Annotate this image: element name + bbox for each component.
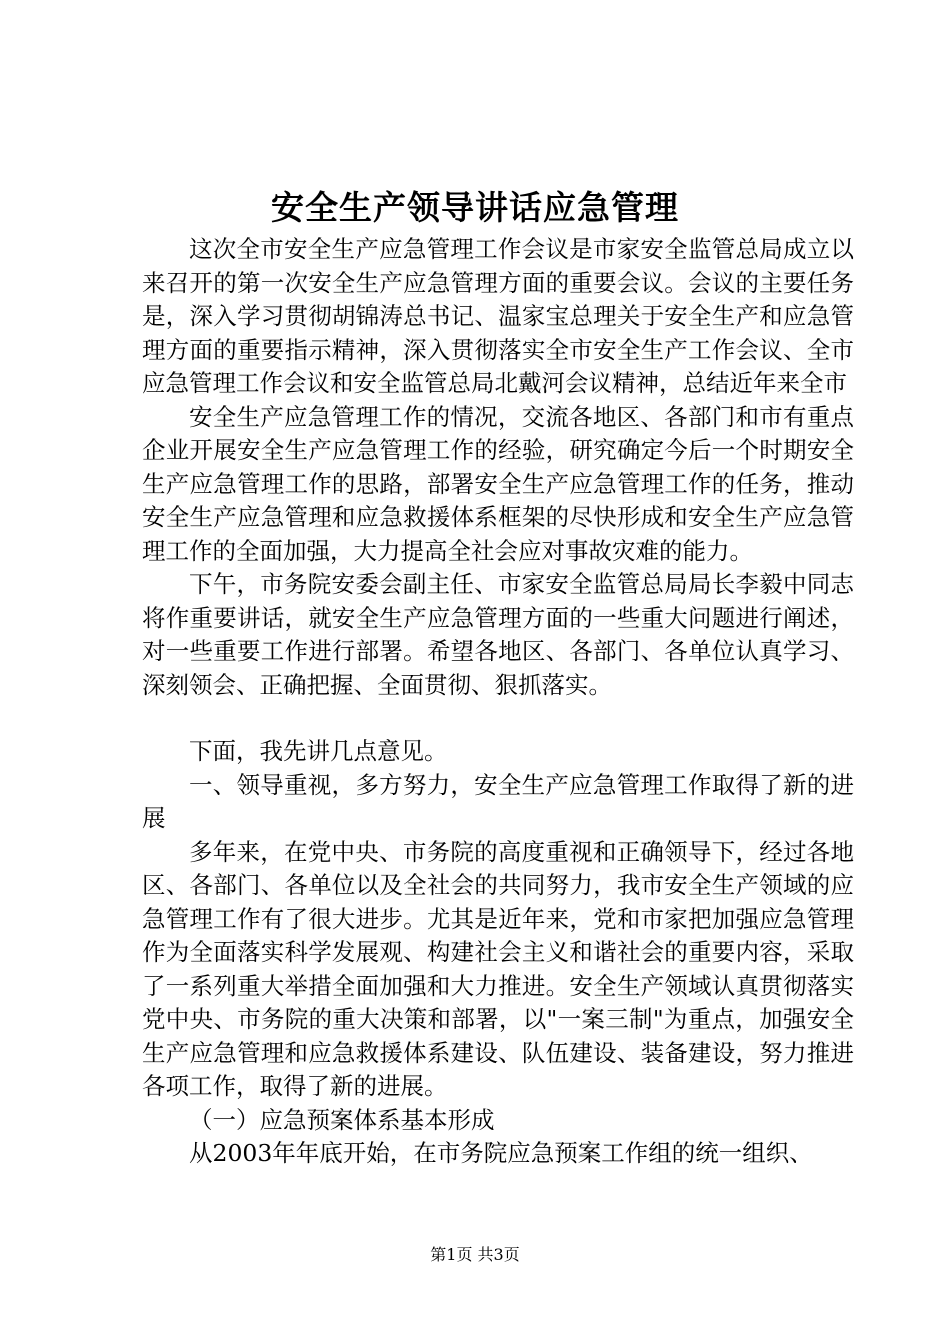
paragraph-afternoon: 下午，市务院安委会副主任、市家安全监管总局局长李毅中同志将作重要讲话，就安全生产应急管理方面的一些重大问题进行阐述，对一些重要工作进行部署。希望各地区、各部门、各单位认真学习、深刻领会、正确把握、全面贯彻、狠抓落实。 — [142, 570, 854, 699]
paragraph-intro: 这次全市安全生产应急管理工作会议是市家安全监管总局成立以来召开的第一次安全生产应急管理方面的重要会议。会议的主要任务是，深入学习贯彻胡锦涛总书记、温家宝总理关于安全生产和应急管理方面的重要指示精神，深入贯彻落实全市安全生产工作会议、全市应急管理工作会议和安全监管总局北戴河会议精神，总结近年来全市 — [142, 235, 854, 397]
page-number-footer: 第1页 共3页 — [430, 1245, 520, 1264]
paragraph-progress: 多年来，在党中央、市务院的高度重视和正确领导下，经过各地区、各部门、各单位以及全社会的共同努力，我市安全生产领域的应急管理工作有了很大进步。尤其是近年来，党和市家把加强应急管理作为全面落实科学发展观、构建社会主义和谐社会的重要内容，采取了一系列重大举措全面加强和大力推进。安全生产领域认真贯彻落实党中央、市务院的重大决策和部署，以"一案三制"为重点，加强安全生产应急管理和应急救援体系建设、队伍建设、装备建设，努力推进各项工作，取得了新的进展。 — [142, 837, 854, 1100]
section-heading-1: 一、领导重视，多方努力，安全生产应急管理工作取得了新的进展 — [142, 770, 854, 832]
paragraph-plans: 从2003年年底开始，在市务院应急预案工作组的统一组织、 — [189, 1139, 813, 1167]
document-body — [142, 233, 854, 1171]
subsection-heading-1: （一）应急预案体系基本形成 — [189, 1105, 495, 1134]
paragraph-tasks: 安全生产应急管理工作的情况，交流各地区、各部门和市有重点企业开展安全生产应急管理工作的经验，研究确定今后一个时期安全生产应急管理工作的思路，部署安全生产应急管理工作的任务，推动安全生产应急管理和应急救援体系框架的尽快形成和安全生产应急管理工作的全面加强，大力提高全社会应对事故灾难的能力。 — [142, 402, 854, 565]
paragraph-opinions: 下面，我先讲几点意见。 — [189, 737, 448, 765]
document-title: 安全生产领导讲话应急管理 — [271, 188, 679, 227]
